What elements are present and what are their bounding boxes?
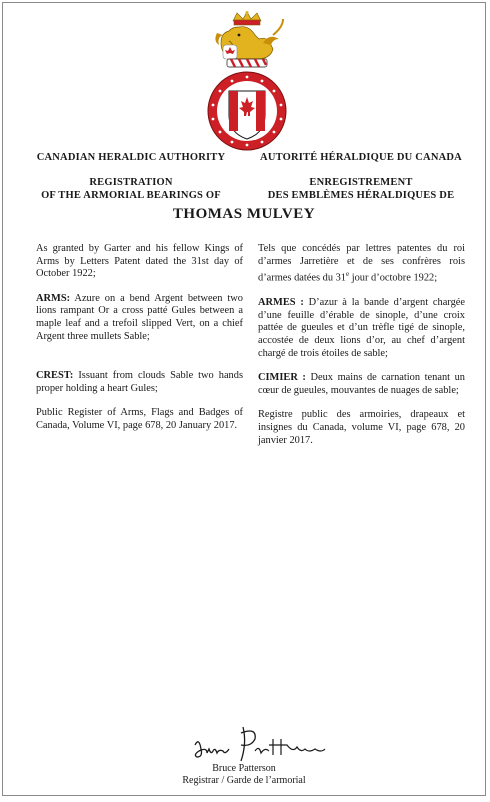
arms-english: [36, 293, 243, 343]
arms-text-english: Azure on a bend Argent between two lions rampant Or a cross patté Gules between a maple leaf and a trefoil slipped Vert, on a chief Argent three mullets Sable;: [36, 292, 243, 342]
register-french: Registre public des armoiries, drapeaux et insignes du Canada, volume VI, page 678, 20 janvier 2017.: [258, 409, 465, 446]
registration-french-line2: DES EMBLÈMES HÉRALDIQUES DE: [267, 190, 455, 201]
heading-french: [241, 151, 481, 202]
registration-french-line1: ENREGISTREMENT: [309, 177, 413, 188]
crest-label-french: CIMIER :: [258, 372, 306, 384]
letters-patent-page: [2, 2, 486, 796]
signatory-name: Bruce Patterson: [212, 763, 276, 774]
arms-label-english: ARMS:: [36, 292, 71, 304]
crest-text-english: Issuant from clouds Sable two hands proper holding a heart Gules;: [36, 370, 243, 394]
registration-english-line1: REGISTRATION: [89, 177, 173, 188]
grant-french-superscript: e: [346, 270, 350, 279]
grant-french-text-b: jour d’octobre 1922;: [349, 272, 438, 284]
heading-english: [11, 151, 251, 202]
crest-english: [36, 370, 243, 395]
arms-label-french: ARMES :: [258, 297, 304, 309]
arms-text-french: D’azur à la bande d’argent chargée d’une feuille d’érable de sinople, d’une croix pattée de gueules et d’un trèfle tigé de sinople, accostée de deux lions d’or, au chef d’argent chargé de trois étoiles de sable;: [258, 297, 466, 359]
grant-french-text-a: Tels que concédés par lettres patentes du roi d’armes Jarretière et de ses confrères rois d’armes datées du 31: [258, 243, 465, 284]
english-column: [36, 243, 243, 445]
signatory-title: Registrar / Garde de l’armorial: [182, 775, 306, 786]
maple-leaf-icon: [223, 45, 237, 59]
handwritten-signature: [185, 723, 335, 765]
crest-text-french: Deux mains de carnation tenant un cœur de gueules, mouvantes de nuages de sable;: [258, 372, 466, 396]
authority-french: AUTORITÉ HÉRALDIQUE DU CANADA: [260, 152, 462, 163]
arms-french: [258, 297, 465, 360]
register-english: Public Register of Arms, Flags and Badges of Canada, Volume VI, page 678, 20 January 2017.: [36, 407, 243, 431]
registration-english-line2: OF THE ARMORIAL BEARINGS OF: [41, 190, 221, 201]
signature-block: [3, 763, 485, 787]
shield-icon: [229, 91, 265, 139]
french-column: [258, 243, 465, 459]
heraldic-emblem: [199, 11, 295, 159]
recipient-name: THOMAS MULVEY: [172, 206, 316, 222]
crown-icon: [233, 11, 261, 25]
authority-english: CANADIAN HERALDIC AUTHORITY: [36, 152, 226, 163]
grant-french: [258, 243, 465, 285]
crest-label-english: CREST:: [36, 370, 74, 382]
wreath-band: [227, 59, 267, 67]
crest-french: [258, 372, 465, 397]
grant-english: As granted by Garter and his fellow Kings of Arms by Letters Patent dated the 31st day of October 1922;: [36, 243, 243, 280]
